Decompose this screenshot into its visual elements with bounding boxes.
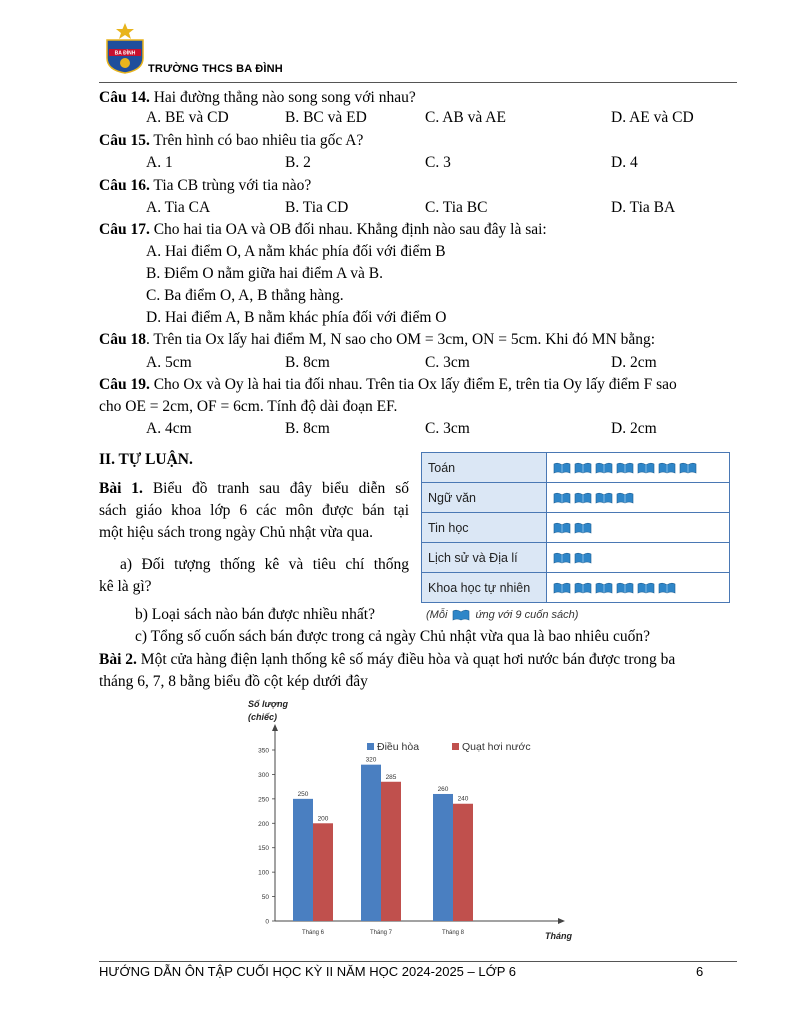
school-name: TRƯỜNG THCS BA ĐÌNH: [148, 63, 283, 75]
pictograph-subject: Tin học: [422, 513, 547, 543]
bai1-question-a: a) Đối tượng thống kê và tiêu chí thống: [120, 556, 409, 573]
question-19-line2: cho OE = 2cm, OF = 6cm. Tính độ dài đoạn EF.: [99, 398, 398, 415]
legend-swatch: [452, 743, 459, 750]
pictograph-subject: Lịch sử và Địa lí: [422, 543, 547, 573]
pictograph-table: [421, 452, 730, 603]
book-icon: [574, 582, 592, 594]
question-19: Câu 19. Cho Ox và Oy là hai tia đối nhau. Trên tia Ox lấy điểm E, trên tia Oy lấy điểm F sao: [99, 376, 677, 393]
q15-option-b: B. 2: [285, 154, 311, 171]
q14-option-a: A. BE và CD: [146, 109, 229, 126]
q18-option-b: B. 8cm: [285, 354, 330, 371]
bar-value-label: 285: [385, 773, 397, 781]
bai1-line2: sách giáo khoa lớp 6 các môn được bán tại: [99, 502, 409, 519]
bar-value-label: 320: [365, 756, 377, 764]
book-icon: [658, 582, 676, 594]
book-icon: [574, 462, 592, 474]
y-tick-label: 200: [258, 820, 269, 828]
q14-option-b: B. BC và ED: [285, 109, 367, 126]
bar-chart: [240, 698, 590, 953]
q14-option-c: C. AB và AE: [425, 109, 506, 126]
book-icon: [616, 492, 634, 504]
bai1-line1: Bài 1. Biểu đồ tranh sau đây biểu diễn số: [99, 480, 409, 497]
school-logo: [104, 22, 146, 74]
q19-option-c: C. 3cm: [425, 420, 470, 437]
legend-label: Quạt hơi nước: [462, 741, 531, 753]
y-tick-label: 250: [258, 796, 269, 804]
book-icon: [452, 609, 470, 621]
pictograph-row: [422, 483, 730, 513]
x-axis-label: Tháng: [545, 931, 572, 941]
q19-option-b: B. 8cm: [285, 420, 330, 437]
y-axis-label: Số lượng: [248, 699, 288, 709]
q16-option-a: A. Tia CA: [146, 199, 211, 216]
bar-value-label: 200: [317, 815, 329, 823]
pictograph-icons: [547, 573, 730, 603]
q18-option-d: D. 2cm: [611, 354, 657, 371]
y-tick-label: 0: [265, 918, 269, 926]
q15-option-d: D. 4: [611, 154, 638, 171]
q16-option-d: D. Tia BA: [611, 199, 676, 216]
x-tick-label: Tháng 6: [301, 930, 325, 936]
bar-dieu-hoa: [293, 799, 313, 921]
q15-option-a: A. 1: [146, 154, 173, 171]
q15-option-c: C. 3: [425, 154, 451, 171]
bai1-question-b: b) Loại sách nào bán được nhiều nhất?: [135, 606, 375, 623]
q16-option-b: B. Tia CD: [285, 199, 349, 216]
pictograph-subject: Ngữ văn: [422, 483, 547, 513]
section-title: II. TỰ LUẬN.: [99, 451, 193, 468]
footer-text: HƯỚNG DẪN ÔN TẬP CUỐI HỌC KỲ II NĂM HỌC 2024-2025 – LỚP 6: [99, 964, 517, 979]
y-tick-label: 50: [261, 894, 269, 902]
question-15: Câu 15. Trên hình có bao nhiêu tia gốc A?: [99, 132, 364, 149]
q18-option-a: A. 5cm: [146, 354, 192, 371]
book-icon: [595, 492, 613, 504]
pictograph-icons: [547, 453, 730, 483]
book-icon: [616, 462, 634, 474]
pictograph-subject: Toán: [422, 453, 547, 483]
book-icon: [553, 552, 571, 564]
q19-option-d: D. 2cm: [611, 420, 657, 437]
book-icon: [553, 522, 571, 534]
q17-option-a: A. Hai điểm O, A nằm khác phía đối với điểm B: [146, 243, 446, 260]
legend-swatch: [367, 743, 374, 750]
question-18: Câu 18. Trên tia Ox lấy hai điểm M, N sao cho OM = 3cm, ON = 5cm. Khi đó MN bằng:: [99, 331, 656, 348]
y-tick-label: 150: [258, 845, 269, 853]
bar-quat-hoi-nuoc: [381, 782, 401, 921]
pictograph-note: (Mỗi ứng với 9 cuốn sách): [426, 609, 579, 621]
pictograph-icons: [547, 513, 730, 543]
bar-chart-svg: [240, 698, 590, 948]
pictograph-icons: [547, 483, 730, 513]
bar-value-label: 250: [297, 790, 309, 798]
book-icon: [553, 582, 571, 594]
question-17: Câu 17. Cho hai tia OA và OB đối nhau. Khẳng định nào sau đây là sai:: [99, 221, 547, 238]
x-tick-label: Tháng 8: [441, 930, 465, 936]
q17-option-d: D. Hai điểm A, B nằm khác phía đối với điểm O: [146, 309, 447, 326]
book-icon: [574, 522, 592, 534]
pictograph-icons: [547, 543, 730, 573]
bai1-question-a-line2: kê là gì?: [99, 578, 152, 595]
bar-value-label: 260: [437, 785, 449, 793]
q16-option-c: C. Tia BC: [425, 199, 488, 216]
page-number: 6: [696, 964, 704, 979]
book-icon: [658, 462, 676, 474]
q17-option-b: B. Điểm O nằm giữa hai điểm A và B.: [146, 265, 383, 282]
book-icon: [595, 462, 613, 474]
q19-option-a: A. 4cm: [146, 420, 192, 437]
book-icon: [616, 582, 634, 594]
bai2-line2: tháng 6, 7, 8 bằng biểu đồ cột kép dưới đây: [99, 673, 368, 690]
q17-option-c: C. Ba điểm O, A, B thẳng hàng.: [146, 287, 344, 304]
legend-label: Điều hòa: [377, 741, 420, 753]
logo-text: BA ĐÌNH: [114, 50, 136, 57]
pictograph-row: [422, 513, 730, 543]
book-icon: [679, 462, 697, 474]
y-axis-unit: (chiếc): [248, 712, 278, 722]
y-tick-label: 100: [258, 869, 269, 877]
book-icon: [574, 552, 592, 564]
book-icon: [637, 462, 655, 474]
bar-value-label: 240: [457, 795, 469, 803]
y-axis-arrow: [272, 724, 278, 731]
q14-option-d: D. AE và CD: [611, 109, 694, 126]
x-tick-label: Tháng 7: [369, 930, 393, 936]
header-divider: [99, 82, 737, 83]
bai1-question-c: c) Tổng số cuốn sách bán được trong cả ngày Chủ nhật vừa qua là bao nhiêu cuốn?: [135, 628, 650, 645]
pictograph-row: [422, 573, 730, 603]
question-16: Câu 16. Tia CB trùng với tia nào?: [99, 177, 312, 194]
y-tick-label: 350: [258, 747, 269, 755]
bar-dieu-hoa: [433, 794, 453, 921]
y-tick-label: 300: [258, 771, 269, 779]
question-14: Câu 14. Hai đường thẳng nào song song với nhau?: [99, 89, 416, 106]
book-icon: [595, 582, 613, 594]
bar-quat-hoi-nuoc: [453, 804, 473, 921]
pictograph-row: [422, 453, 730, 483]
book-icon: [553, 492, 571, 504]
bai1-line3: một hiệu sách trong ngày Chủ nhật vừa qua.: [99, 524, 373, 541]
book-icon: [574, 492, 592, 504]
bar-dieu-hoa: [361, 765, 381, 921]
q18-option-c: C. 3cm: [425, 354, 470, 371]
x-axis-arrow: [558, 918, 565, 924]
pictograph-subject: Khoa học tự nhiên: [422, 573, 547, 603]
footer-divider: [99, 961, 737, 962]
book-icon: [637, 582, 655, 594]
bar-quat-hoi-nuoc: [313, 823, 333, 921]
bai2-line1: Bài 2. Một cửa hàng điện lạnh thống kê số máy điều hòa và quạt hơi nước bán được trong ba: [99, 651, 676, 668]
pictograph: [421, 452, 730, 603]
book-icon: [553, 462, 571, 474]
pictograph-row: [422, 543, 730, 573]
